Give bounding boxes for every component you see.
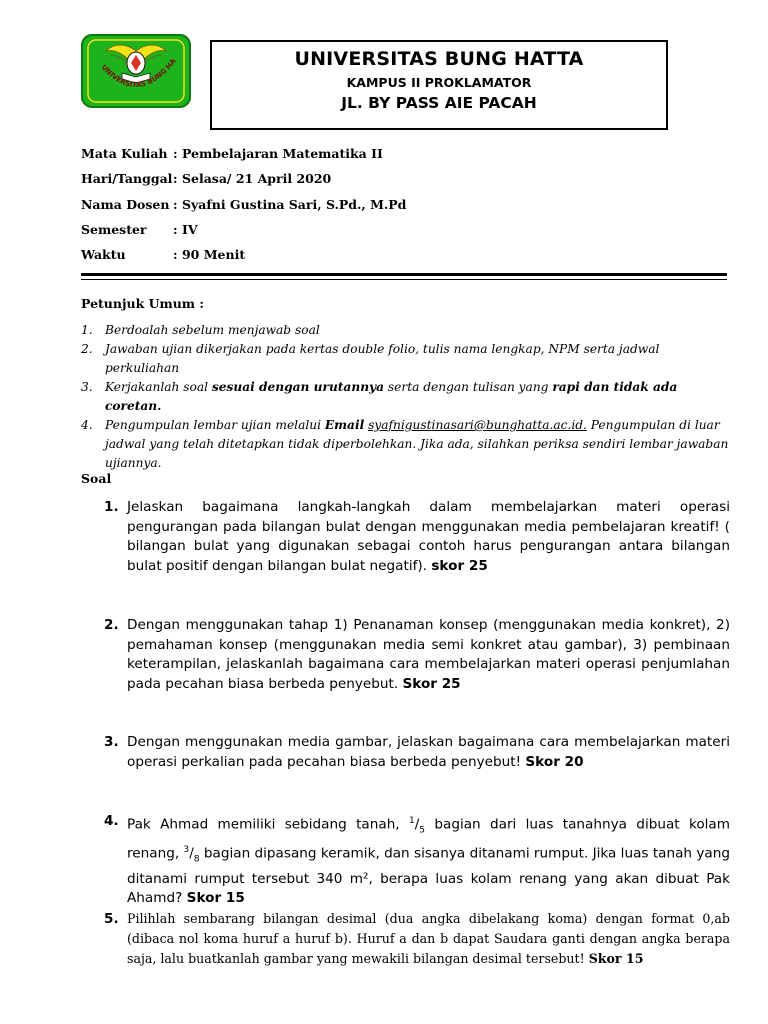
info-row	[81, 197, 406, 222]
info-label: Hari/Tanggal	[81, 171, 173, 187]
question-text: bagian dipasang keramik, dan sisanya ditanami rumput. Jika luas tanah yang ditanami rumput tersebut 340 m², berapa luas kolam renang yang akan dibuat Pak Ahamd?	[127, 845, 730, 906]
info-label: Semester	[81, 221, 147, 237]
info-value: : Syafni Gustina Sari, S.Pd., M.Pd	[173, 196, 407, 212]
university-name: UNIVERSITAS BUNG HATTA	[294, 48, 584, 70]
questions-title: Soal	[81, 471, 112, 486]
info-value: : 90 Menit	[173, 247, 246, 263]
instruction-number: 4.	[81, 418, 93, 432]
instruction-emphasis: sesuai dengan urutannya	[211, 380, 385, 394]
info-value: : IV	[173, 221, 198, 237]
instruction-item	[81, 416, 731, 473]
header-box	[210, 40, 668, 130]
campus-address: JL. BY PASS AIE PACAH	[341, 94, 537, 112]
question-text: Dengan menggunakan tahap 1) Penanaman konsep (menggunakan media konkret), 2) pemahaman konsep (menggunakan media semi konkret atau gambar), 3) pembinaan keterampilan, jelaskanlah bagaimana cara membelajarkan materi operasi penjumlahan pada pecahan biasa berbeda penyebut.	[127, 617, 730, 692]
question-text: Jelaskan bagaimana langkah-langkah dalam membelajarkan materi operasi pengurangan pada bilangan bulat dengan menggunakan media pembelajaran kreatif! ( bilangan bulat yang digunakan sebagai contoh harus pengurangan antara bilangan bulat positif dengan bilangan bulat negatif).	[127, 499, 730, 574]
info-row	[81, 247, 406, 272]
question-1	[104, 498, 730, 576]
instruction-emphasis: Email	[324, 418, 365, 432]
question-number: 3.	[104, 734, 119, 750]
question-score: Skor 20	[525, 753, 584, 770]
info-label: Nama Dosen	[81, 196, 170, 212]
instruction-number: 3.	[81, 380, 93, 394]
question-number: 1.	[104, 499, 119, 515]
question-5	[104, 909, 730, 969]
divider-thin	[81, 279, 727, 280]
question-score: Skor 25	[402, 675, 461, 692]
question-number: 4.	[104, 813, 119, 829]
logo-text: UNIVERSITAS BUNG HA	[99, 57, 178, 90]
instruction-text: Jawaban ujian dikerjakan pada kertas double folio, tulis nama lengkap, NPM serta jadwal perkuliahan	[105, 342, 660, 375]
question-text: Pilihlah sembarang bilangan desimal (dua angka dibelakang koma) dengan format 0,ab (dibaca nol koma huruf a huruf b). Huruf a dan b dapat Saudara ganti dengan angka berapa saja, lalu buatkanlah gambar yang mewakili bilangan desimal tersebut!	[127, 911, 730, 966]
question-text: Dengan menggunakan media gambar, jelaskan bagaimana cara membelajarkan materi operasi perkalian pada pecahan biasa berbeda penyebut!	[127, 734, 730, 770]
question-score: Skor 15	[588, 951, 644, 966]
instruction-item	[81, 378, 731, 416]
divider-thick	[81, 273, 727, 276]
instruction-number: 2.	[81, 342, 93, 356]
instruction-item	[81, 340, 731, 378]
exam-info	[81, 146, 406, 272]
question-score: Skor 15	[186, 890, 245, 906]
instruction-item	[81, 321, 731, 340]
university-logo	[80, 33, 192, 109]
question-text: Pak Ahmad memiliki sebidang tanah,	[127, 816, 409, 833]
fraction-numerator: 1	[408, 816, 415, 826]
question-4: 4. Pak Ahmad memiliki sebidang tanah, $^1/_5$ bagian dari luas tanahnya dibuat kolam renang, $^3/_8$ bagian dipasang keramik, dan sisanya ditanami rumput. Jika luas tanah yang ditanami rumput tersebut 340 m², berapa luas kolam renang yang akan dibuat Pak Ahamd? Skor 15	[104, 813, 730, 906]
question-number: 2.	[104, 617, 119, 633]
info-row	[81, 171, 406, 196]
instruction-text: Kerjakanlah soal	[105, 380, 212, 394]
fraction-numerator: 3	[183, 844, 190, 855]
info-value: : Pembelajaran Matematika II	[173, 146, 383, 161]
fraction-denominator: 5	[419, 825, 426, 836]
fraction-denominator: 8	[193, 854, 200, 864]
instruction-text: serta dengan tulisan yang	[384, 380, 553, 394]
instructions-title: Petunjuk Umum :	[81, 296, 204, 311]
instruction-number: 1.	[81, 323, 93, 337]
instruction-text: Berdoalah sebelum menjawab soal	[105, 323, 320, 337]
question-score: skor 25	[431, 557, 488, 574]
instruction-text: Pengumpulan lembar ujian melalui	[105, 418, 325, 432]
question-number: 5.	[104, 911, 119, 927]
question-2	[104, 616, 730, 694]
instruction-text: Pengumpulan di luar jadwal yang telah ditetapkan tidak diperbolehkan. Jika ada, silahkan periksa sendiri lembar jawaban ujiannya.	[105, 418, 729, 470]
question-text: bagian dari luas tanahnya dibuat kolam renang,	[127, 816, 730, 862]
info-label: Mata Kuliah	[81, 146, 168, 161]
email-link[interactable]: syafnigustinasari@bunghatta.ac.id.	[368, 418, 587, 432]
question-3	[104, 733, 730, 772]
campus-name: KAMPUS II PROKLAMATOR	[346, 75, 532, 90]
info-value: : Selasa/ 21 April 2020	[173, 171, 332, 187]
info-label: Waktu	[81, 247, 126, 263]
info-row	[81, 222, 406, 247]
instructions-list	[81, 321, 731, 473]
instruction-emphasis: rapi dan tidak ada coretan.	[105, 380, 678, 413]
info-row	[81, 146, 406, 171]
